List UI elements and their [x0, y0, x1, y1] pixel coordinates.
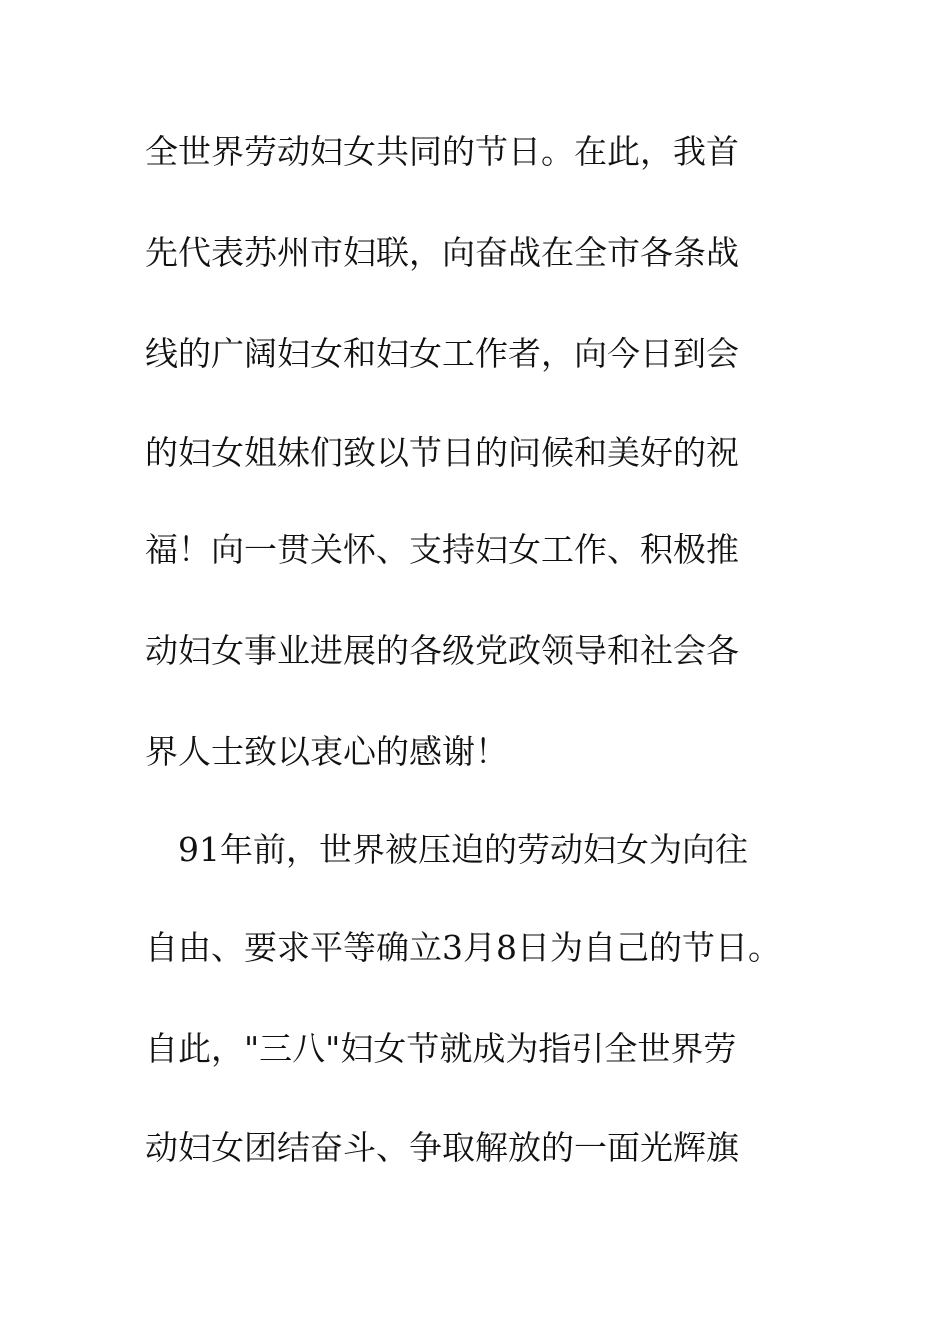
text-line-7: 界人士致以衷心的感谢！ [145, 732, 508, 771]
text-line-5: 福！向一贯关怀、支持妇女工作、积极推 [145, 530, 739, 569]
text-line-1: 全世界劳动妇女共同的节日。在此，我首 [145, 132, 739, 171]
text-line-2: 先代表苏州市妇联，向奋战在全市各条战 [145, 233, 739, 272]
text-line-3: 线的广阔妇女和妇女工作者，向今日到会 [145, 334, 739, 373]
text-line-10: 自此，"三八"妇女节就成为指引全世界劳 [145, 1029, 737, 1068]
text-line-9: 自由、要求平等确立3月8日为自己的节日。 [145, 928, 781, 967]
text-line-4: 的妇女姐妹们致以节日的问候和美好的祝 [145, 433, 739, 472]
paragraph-first-line: 91年前，世界被压迫的劳动妇女为向往 [178, 830, 748, 869]
text-line-11: 动妇女团结奋斗、争取解放的一面光辉旗 [145, 1128, 739, 1167]
text-line-6: 动妇女事业进展的各级党政领导和社会各 [145, 631, 739, 670]
